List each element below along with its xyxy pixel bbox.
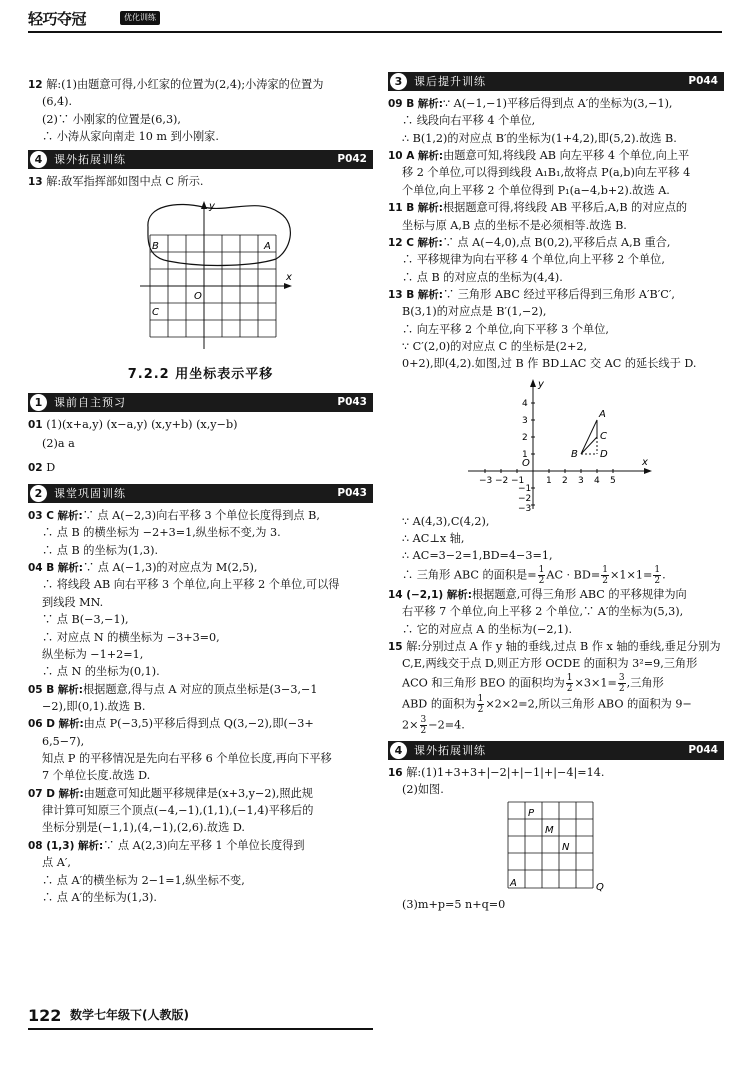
page-number: 122 (28, 1006, 62, 1025)
answer-text: ∴ B(1,2)的对应点 B′的坐标为(1+4,2),即(5,2).故选 B. (402, 131, 677, 145)
question-number: 08 (28, 839, 43, 852)
point-label-d: D (600, 448, 608, 460)
answer-text: ∵ A(4,3),C(4,2), (402, 514, 490, 528)
answer-text: ∴ 点 N 的坐标为(0,1). (42, 665, 160, 679)
fraction-numerator: 1 (566, 672, 573, 683)
fraction-denominator: 2 (566, 683, 573, 694)
answer-choice: B (46, 683, 55, 696)
logo-text: 轻巧夺冠 (28, 10, 87, 28)
answer-13-choice (388, 286, 724, 373)
answer-text: ∴ 向左平移 2 个单位,向下平移 3 个单位, (402, 322, 609, 336)
answer-text: 由题意可知,将线段 AB 向左平移 4 个单位,向上平 (443, 149, 690, 163)
section-bar-title: 课外拓展训练 (414, 743, 486, 757)
answer-15 (388, 638, 724, 736)
answer-choice: (1,3) (46, 839, 75, 852)
fraction (566, 673, 574, 694)
answer-choice: B (406, 288, 415, 301)
answer-text: ∴ 对应点 N 的横坐标为 −3+3=0, (42, 630, 220, 644)
answer-text: 根据题意,可得三角形 ABC 的平移规律为向 (471, 587, 687, 601)
answer-12-choice (388, 234, 724, 286)
analysis-label: 解析: (57, 510, 83, 523)
analysis-label: 解析: (417, 236, 443, 249)
analysis-label: 解析: (57, 683, 83, 696)
grid-figure-13 (28, 191, 373, 351)
section-bar-extension (28, 150, 373, 169)
point-label-c: C (152, 306, 159, 318)
answer-text: ×2×2=2,所以三角形 ABO 的面积为 9− (485, 697, 692, 711)
question-number: 10 (388, 150, 403, 163)
section-page-ref: P043 (337, 487, 367, 500)
answer-text: ∵ 点 A(2,3)向左平移 1 个单位长度得到 (103, 838, 305, 852)
answer-06 (28, 715, 373, 784)
answer-text: ∴ 点 B 的坐标为(1,3). (42, 543, 159, 557)
x-tick-label: −2 (495, 475, 509, 486)
fraction-denominator: 2 (618, 683, 625, 694)
point-label-m: M (545, 825, 554, 837)
answer-text: (2)∵ 小刚家的位置是(6,3), (42, 112, 181, 126)
answer-text: ∵ 点 A(−2,3)向右平移 3 个单位长度得到点 B, (82, 509, 320, 523)
answer-text: 到线段 MN. (42, 595, 104, 609)
analysis-label: 解析: (58, 787, 84, 800)
fraction-numerator: 3 (618, 672, 625, 683)
answer-16 (388, 764, 724, 799)
fraction (653, 565, 661, 586)
section-bar-extension-2 (388, 741, 724, 760)
answer-choice: C (406, 236, 414, 249)
section-number: 4 (390, 742, 407, 759)
question-number: 09 (388, 98, 403, 110)
fraction-denominator: 2 (538, 575, 545, 586)
answer-text: ×1×1= (609, 568, 653, 582)
grid-figure-16 (388, 798, 724, 896)
answer-text: ∴ 三角形 ABC 的面积是= (402, 568, 537, 582)
x-tick-label: 5 (610, 475, 616, 486)
x-axis-label: x (286, 271, 292, 283)
question-number: 15 (388, 640, 403, 653)
x-tick-label: 2 (562, 475, 568, 486)
analysis-label: 解析: (57, 562, 83, 575)
question-number: 03 (28, 510, 43, 523)
answer-07 (28, 785, 373, 837)
section-page-ref: P044 (688, 75, 718, 87)
answer-text: ∵ A(−1,−1)平移后得到点 A′的坐标为(3,−1), (442, 97, 673, 110)
answer-choice: D (46, 718, 55, 731)
answer-14 (388, 586, 724, 638)
answer-text: 解:(1)1+3+3+|−2|+|−1|+|−4|=14. (406, 765, 605, 779)
analysis-label: 解析: (417, 150, 444, 163)
answer-text: B(3,1)的对应点是 B′(1,−2), (402, 305, 547, 319)
question-number: 14 (388, 588, 403, 601)
answer-text: (3)m+p=5 n+q=0 (402, 898, 506, 912)
fraction (477, 694, 485, 715)
answer-text: 右平移 7 个单位,向上平移 2 个单位,∵ A′的坐标为(5,3), (402, 605, 684, 619)
section-bar-title: 课外拓展训练 (54, 153, 126, 167)
x-tick-label: 3 (578, 475, 584, 486)
answer-02 (28, 459, 373, 476)
point-label-p: P (528, 808, 535, 820)
answer-text: 个单位,向上平移 2 个单位得到 P₁(a−4,b+2).故选 A. (402, 183, 670, 197)
header-rule (28, 31, 722, 33)
answer-choice: D (46, 787, 55, 800)
answer-01 (28, 416, 373, 433)
question-number: 02 (28, 461, 43, 474)
answer-text: ∵ 三角形 ABC 经过平移后得到三角形 A′B′C′, (442, 287, 675, 301)
answer-choice: B (406, 202, 415, 215)
answer-text: 移 2 个单位,可以得到线段 A₁B₁,故将点 P(a,b)向左平移 4 (402, 166, 691, 180)
book-title: 数学七年级下(人教版) (70, 1008, 189, 1022)
origin-label: O (522, 457, 530, 469)
logo-tagline: 优化训练 (120, 11, 160, 25)
answer-text: AC · BD= (546, 568, 601, 582)
question-number: 16 (388, 766, 403, 779)
answer-text: ABD 的面积为 (402, 697, 476, 711)
y-tick-label: 1 (522, 449, 528, 460)
answer-text: ,三角形 (626, 676, 664, 690)
answer-text: (1)(x+a,y) (x−a,y) (x,y+b) (x,y−b) (46, 417, 238, 431)
answer-choice: B (406, 98, 415, 110)
fraction (420, 715, 428, 736)
answer-text: 根据题意可得,将线段 AB 平移后,A,B 的对应点的 (442, 201, 688, 215)
fraction-numerator: 1 (477, 693, 484, 704)
answer-text: 知点 P 的平移情况是先向右平移 6 个单位长度,再向下平移 (42, 752, 332, 766)
left-column (28, 36, 373, 906)
answer-text: 解:敌军指挥部如图中点 C 所示. (46, 175, 204, 189)
y-tick-label: 2 (522, 432, 528, 443)
answer-text: ∴ 点 A′的横坐标为 2−1=1,纵坐标不变, (42, 873, 245, 887)
answer-choice: (−2,1) (406, 588, 444, 601)
answer-text: −2=4. (428, 718, 465, 732)
fraction-numerator: 1 (602, 564, 608, 575)
answer-text: ∴ 线段向右平移 4 个单位, (402, 114, 536, 128)
answer-text: ∴ 点 B 的横坐标为 −2+3=1,纵坐标不变,为 3. (42, 526, 281, 540)
answer-text: 0+2),即(4,2).如图,过 B 作 BD⊥AC 交 AC 的延长线于 D. (402, 357, 697, 371)
fraction (601, 565, 609, 586)
answer-10 (388, 147, 724, 199)
analysis-label: 解析: (417, 98, 443, 110)
question-number: 13 (28, 176, 43, 189)
answer-text: (2)如图. (402, 782, 444, 796)
x-tick-label: −3 (479, 475, 493, 486)
y-axis-label: y (209, 200, 215, 212)
answer-text: ∴ 点 A′的坐标为(1,3). (42, 890, 157, 904)
section-number: 1 (30, 394, 47, 411)
fraction-denominator: 2 (477, 704, 484, 715)
coordinate-figure-13 (388, 373, 724, 513)
analysis-label: 解析: (417, 288, 443, 301)
section-page-ref: P044 (688, 743, 718, 756)
answer-08 (28, 837, 373, 906)
answer-text: 7 个单位长度.故选 D. (42, 769, 151, 783)
fraction-numerator: 1 (654, 564, 661, 575)
section-number: 2 (30, 485, 47, 502)
point-label-a: A (510, 878, 517, 890)
section-bar-title: 课后提升训练 (414, 75, 486, 88)
answer-text: 由点 P(−3,5)平移后得到点 Q(3,−2),即(−3+ (83, 717, 314, 731)
y-tick-label: −1 (518, 483, 532, 494)
answer-text: C,E,两线交于点 D,则正方形 OCDE 的面积为 3²=9,三角形 (402, 657, 698, 671)
question-number: 04 (28, 562, 43, 575)
footer-rule (28, 1028, 373, 1030)
answer-09 (388, 95, 724, 147)
answer-text: ∴ AC⊥x 轴, (402, 532, 465, 546)
answer-13-continued (388, 513, 724, 586)
question-number: 13 (388, 288, 403, 301)
answer-11 (388, 199, 724, 234)
y-tick-label: −2 (518, 493, 532, 504)
x-tick-label: 4 (594, 475, 600, 486)
section-page-ref: P042 (337, 153, 367, 166)
area-formula-line (388, 565, 724, 586)
section-page-ref: P043 (337, 395, 367, 408)
page-footer (28, 1004, 373, 1036)
answer-text: 解:分别过点 A 作 y 轴的垂线,过点 B 作 x 轴的垂线,垂足分别为 (406, 639, 721, 653)
area-formula-line (388, 694, 724, 715)
answer-text: ∴ AC=3−2=1,BD=4−3=1, (402, 549, 553, 563)
section-bar-title: 课前自主预习 (54, 395, 126, 409)
answer-04 (28, 559, 373, 681)
answer-text: 点 A′, (42, 856, 71, 870)
answer-text: ACO 和三角形 BEO 的面积均为 (402, 676, 565, 690)
question-number: 07 (28, 787, 43, 800)
point-label-c: C (600, 430, 607, 442)
section-bar-title: 课堂巩固训练 (54, 487, 126, 501)
y-axis-label: y (538, 378, 544, 390)
question-number: 12 (28, 79, 43, 91)
answer-text: ∴ 将线段 AB 向右平移 3 个单位,向上平移 2 个单位,可以得 (42, 578, 340, 592)
y-tick-label: −3 (518, 503, 532, 513)
question-number: 05 (28, 683, 43, 696)
area-formula-line (388, 673, 724, 694)
question-number: 01 (28, 418, 43, 431)
answer-text: 纵坐标为 −1+2=1, (42, 647, 144, 661)
answer-text: (6,4). (42, 95, 73, 109)
answer-text: (2)a a (42, 437, 75, 451)
fraction-numerator: 1 (538, 564, 545, 575)
y-tick-label: 3 (522, 415, 528, 426)
answer-text: . (662, 568, 666, 582)
answer-text: ∵ 点 A(−1,3)的对应点为 M(2,5), (82, 561, 258, 575)
section-bar-practice (28, 484, 373, 503)
answer-text: 坐标与原 A,B 点的坐标不是必须相等.故选 B. (402, 218, 627, 232)
x-axis-label: x (642, 456, 648, 468)
answer-text: ∴ 小涛从家向南走 10 m 到小刚家. (42, 130, 219, 144)
answer-text: 6,5−7), (42, 734, 85, 748)
point-label-n: N (562, 842, 570, 854)
answer-text: ×3×1= (574, 676, 617, 690)
answer-text: 解:(1)由题意可得,小红家的位置为(2,4);小涛家的位置为 (46, 78, 324, 91)
point-label-b: B (571, 448, 578, 460)
section-bar-preview (28, 393, 373, 412)
answer-choice: B (46, 562, 55, 575)
answer-text: 坐标分别是(−1,1),(4,−1),(2,6).故选 D. (42, 821, 245, 835)
analysis-label: 解析: (417, 202, 443, 215)
x-tick-label: −1 (511, 475, 525, 486)
x-tick-label: 1 (546, 475, 552, 486)
book-logo (28, 8, 178, 30)
right-column (388, 36, 724, 914)
point-label-a: A (264, 240, 271, 252)
answer-text: ∵ C′(2,0)的对应点 C 的坐标是(2+2, (402, 340, 587, 354)
point-label-q: Q (596, 882, 604, 894)
answer-text: ∵ 点 A(−4,0),点 B(0,2),平移后点 A,B 重合, (442, 235, 671, 249)
point-label-a: A (599, 408, 606, 420)
point-label-b: B (152, 240, 159, 252)
answer-text: D (46, 460, 56, 474)
fraction-denominator: 2 (602, 575, 608, 586)
answer-03 (28, 507, 373, 559)
answer-choice: A (406, 150, 415, 163)
y-tick-label: 4 (522, 398, 528, 409)
answer-text: ∴ 点 B 的对应点的坐标为(4,4). (402, 270, 563, 284)
section-bar-improve (388, 72, 724, 91)
answer-text: 2× (402, 718, 419, 732)
answer-text: ∵ 点 B(−3,−1), (42, 613, 129, 627)
answer-text: ∴ 平移规律为向右平移 4 个单位,向上平移 2 个单位, (402, 253, 665, 267)
analysis-label: 解析: (77, 839, 104, 852)
fraction (538, 565, 546, 586)
section-title: 7.2.2 用坐标表示平移 (127, 366, 274, 382)
section-number: 4 (30, 151, 47, 168)
analysis-label: 解析: (58, 718, 84, 731)
fraction-denominator: 2 (654, 575, 661, 586)
fraction-numerator: 3 (420, 714, 427, 725)
analysis-label: 解析: (446, 588, 472, 601)
question-number: 11 (388, 202, 403, 215)
fraction (618, 673, 626, 694)
answer-05 (28, 681, 373, 716)
answer-text: 律计算可知原三个顶点(−4,−1),(1,1),(−1,4)平移后的 (42, 804, 314, 818)
question-number: 12 (388, 236, 403, 249)
answer-text: −2),即(0,1).故选 B. (42, 699, 146, 713)
answer-text: 由题意可知此题平移规律是(x+3,y−2),照此规 (83, 786, 313, 800)
answer-text: ∴ 它的对应点 A 的坐标为(−2,1). (402, 622, 573, 636)
section-number: 3 (390, 73, 407, 90)
question-number: 06 (28, 718, 43, 731)
area-formula-line (388, 715, 724, 736)
fraction-denominator: 2 (420, 725, 427, 736)
answer-12 (28, 76, 373, 145)
origin-label: O (194, 290, 202, 302)
answer-choice: C (46, 510, 54, 523)
answer-13 (28, 173, 373, 190)
answer-text: 根据题意,得与点 A 对应的顶点坐标是(3−3,−1 (82, 682, 318, 696)
